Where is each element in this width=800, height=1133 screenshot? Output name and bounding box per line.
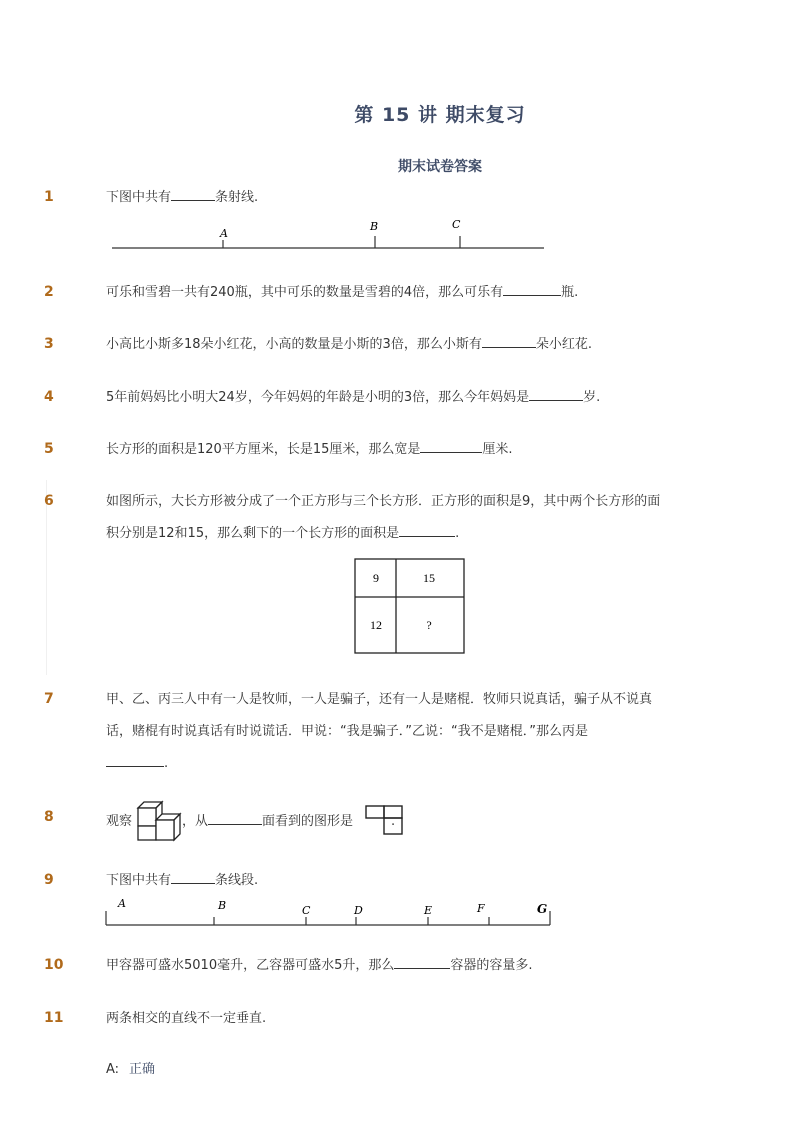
question-5-text-pre: 长方形的面积是120平方厘米，长是15厘米，那么宽是 [106,442,421,457]
page-subtitle: 期末试卷答案 [398,159,482,175]
option-answer: 正确 [129,1062,156,1077]
answer-blank[interactable] [420,436,482,453]
segment-point-a: A [118,897,126,910]
question-7 [106,684,726,780]
segment-point-b: B [218,899,227,912]
question-10-text-post: 容器的容量多. [450,958,533,973]
view-square-left [366,806,384,818]
question-6-line-2: 积分别是12和15，那么剩下的一个长方形的面积是 [106,526,400,541]
question-number-5: 5 [44,441,54,457]
question-8-text-pre: 观察 [106,814,133,829]
option-label: A: [106,1062,120,1077]
question-number-7: 7 [44,691,54,707]
question-number-4: 4 [44,389,54,405]
answer-blank[interactable] [394,952,450,969]
grid-cell-top-right: 15 [423,571,435,585]
question-2-text-pre: 可乐和雪碧一共有240瓶，其中可乐的数量是雪碧的4倍，那么可乐有 [106,285,504,300]
segment-point-d: D [354,904,363,917]
question-4-text-post: 岁. [583,390,601,405]
question-10 [106,950,726,982]
question-10-text-pre: 甲容器可盛水5010毫升，乙容器可盛水5升，那么 [106,958,395,973]
question-4-text-pre: 5年前妈妈比小明大24岁，今年妈妈的年龄是小明的3倍，那么今年妈妈是 [106,390,530,405]
ray-point-a: A [220,227,228,240]
question-8 [106,806,726,838]
answer-blank[interactable] [171,184,215,201]
grid-cell-bottom-right: ? [426,618,432,632]
grid-cell-bottom-left: 12 [370,618,382,632]
segment-point-f: F [477,902,485,915]
grid-outer [355,559,464,653]
question-number-2: 2 [44,284,54,300]
question-6-line-1: 如图所示，大长方形被分成了一个正方形与三个长方形．正方形的面积是9，其中两个长方形的面 [106,494,661,509]
page-title: 第 15 讲 期末复习 [354,104,526,126]
question-number-6: 6 [44,493,54,509]
answer-blank[interactable] [208,808,262,825]
segment-point-e: E [424,904,433,917]
question-4 [106,382,726,414]
question-number-1: 1 [44,189,54,205]
question-11-text: 两条相交的直线不一定垂直. [106,1011,267,1026]
question-6 [106,486,726,550]
question-6-line-2-end: . [455,526,460,541]
ray-point-b: B [370,220,379,233]
segment-point-c: C [302,904,311,917]
view-shape-figure [364,804,404,838]
answer-blank[interactable] [171,867,215,884]
question-number-11: 11 [44,1010,64,1026]
question-8-text-post: . [391,814,396,829]
question-7-line-1: 甲、乙、丙三人中有一人是牧师，一人是骗子，还有一人是赌棍．牧师只说真话，骗子从不说真 [106,692,653,707]
question-11 [106,1003,726,1035]
question-5 [106,434,726,466]
question-number-3: 3 [44,336,54,352]
view-square-right [384,806,402,818]
cube-right-front [156,820,174,840]
question-2-text-post: 瓶. [561,285,579,300]
question-3-text-pre: 小高比小斯多18朵小红花，小高的数量是小斯的3倍，那么小斯有 [106,337,482,352]
question-number-10: 10 [44,957,64,973]
ray-diagram [100,210,560,260]
grid-cell-top-left: 9 [373,571,379,585]
question-2 [106,277,726,309]
segment-point-g: G [537,902,548,916]
question-1-text-post: 条射线. [215,190,259,205]
question-5-text-post: 厘米. [482,442,513,457]
question-8-text-mid2: 面看到的图形是 [262,814,354,829]
answer-blank[interactable] [529,384,583,401]
question-9-text-pre: 下图中共有 [106,873,172,888]
margin-rule [46,480,47,675]
question-9 [106,865,726,897]
segment-diagram [100,895,560,931]
question-9-text-post: 条线段. [215,873,259,888]
view-square-bottom [384,818,402,834]
answer-blank[interactable] [106,750,164,767]
cube-lower-front [138,826,156,840]
question-3 [106,329,726,361]
question-1-text-pre: 下图中共有 [106,190,172,205]
answer-blank[interactable] [503,279,561,296]
question-3-text-post: 朵小红花. [535,337,592,352]
rectangle-grid-figure [354,558,466,654]
cube-front-face [138,808,156,826]
question-number-8: 8 [44,809,54,825]
answer-option[interactable] [106,1060,155,1080]
question-7-line-2: 话，赌棍有时说真话有时说谎话．甲说：“我是骗子．”乙说：“我不是赌棍．”那么丙是 [106,724,588,739]
answer-blank[interactable] [399,520,455,537]
question-number-9: 9 [44,872,54,888]
question-8-text-mid: ，从 [182,814,209,829]
question-7-line-3-end: . [164,756,169,771]
answer-blank[interactable] [482,331,536,348]
ray-point-c: C [452,218,461,231]
cube-stack-figure [134,800,184,844]
